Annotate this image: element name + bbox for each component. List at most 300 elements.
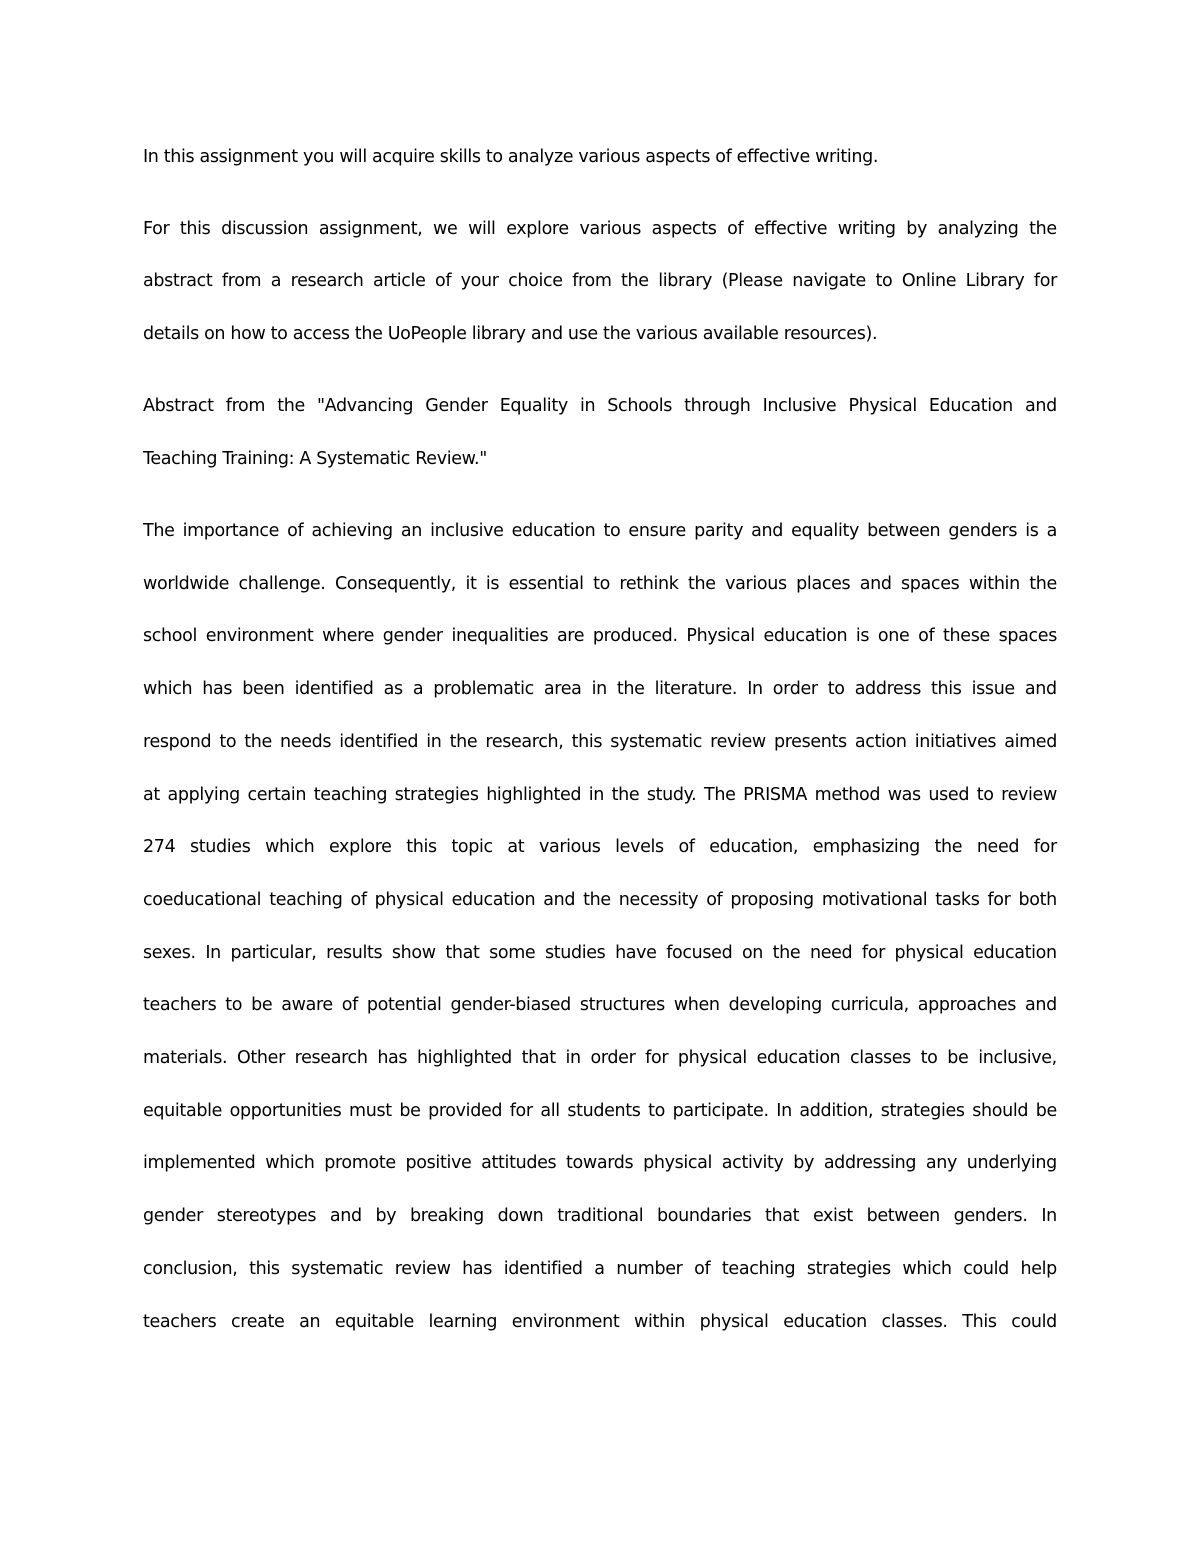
word: teaching [269, 890, 343, 910]
word: education [756, 1048, 841, 1068]
word: of [341, 995, 358, 1015]
abstract-line [143, 1307, 1057, 1337]
word: addition, [799, 1101, 874, 1121]
word: education, [709, 837, 799, 857]
word: that [521, 1048, 556, 1068]
word: studies [544, 943, 606, 963]
word: environment [511, 1312, 620, 1332]
word: for [861, 943, 885, 963]
word: from [225, 396, 266, 416]
word: exist [812, 1206, 853, 1226]
word: genders. [953, 1206, 1028, 1226]
abstract-line [143, 1096, 1057, 1126]
word: addressing [823, 1153, 917, 1173]
word: presents [773, 732, 847, 752]
word: ensure [628, 521, 686, 541]
word: order [590, 1048, 636, 1068]
word: the [244, 732, 272, 752]
word: highlighted [486, 785, 582, 805]
word: of [287, 521, 304, 541]
word: Education [928, 396, 1013, 416]
word: certain [247, 785, 307, 805]
word: and [1025, 995, 1057, 1015]
word: inclusive [430, 521, 504, 541]
word: inclusive, [978, 1048, 1057, 1068]
word: that [445, 943, 480, 963]
word: (Please [721, 271, 783, 291]
word: the [449, 732, 478, 752]
abstract-line [143, 1201, 1057, 1231]
word: issue [971, 679, 1015, 699]
word: the [1029, 219, 1057, 239]
word: Physical [848, 396, 917, 416]
word: conclusion, [143, 1259, 238, 1279]
word: identified [503, 1259, 583, 1279]
discussion-line [143, 266, 1057, 296]
word: will [468, 219, 496, 239]
word: systematic [610, 732, 703, 752]
word: assignment, [318, 219, 423, 239]
word: developing [728, 995, 822, 1015]
word: aimed [1004, 732, 1057, 752]
word: to [593, 574, 610, 594]
word: of [350, 890, 367, 910]
word: which [265, 837, 315, 857]
word: address [854, 679, 921, 699]
word: a [594, 1259, 605, 1279]
word: boundaries [656, 1206, 752, 1226]
word: it [465, 574, 477, 594]
word: research [290, 271, 364, 291]
word: study. [646, 785, 697, 805]
word: is [1025, 521, 1039, 541]
word: on [741, 943, 764, 963]
word: applying [167, 785, 240, 805]
word: number [616, 1259, 683, 1279]
word: education [451, 890, 536, 910]
word: provided [428, 1101, 503, 1121]
word: teachers [143, 995, 217, 1015]
word: identified [339, 732, 419, 752]
word: are [556, 626, 585, 646]
word: in [591, 679, 607, 699]
word: opportunities [229, 1101, 342, 1121]
word: is [485, 574, 500, 594]
word: could [963, 1259, 1009, 1279]
word: physical [894, 943, 964, 963]
word: stereotypes [216, 1206, 317, 1226]
word: review [1001, 785, 1057, 805]
word: for [645, 1048, 669, 1068]
abstract-line [143, 938, 1057, 968]
word: for [987, 890, 1011, 910]
word: to [920, 1048, 938, 1068]
word: between [866, 1206, 940, 1226]
word: initiatives [914, 732, 997, 752]
word: from [572, 271, 612, 291]
word: materials. [143, 1048, 228, 1068]
word: education [973, 943, 1057, 963]
word: The [143, 521, 175, 541]
word: where [322, 626, 375, 646]
word: explore [506, 219, 569, 239]
word: teaching [313, 785, 388, 805]
word: studies [189, 837, 251, 857]
word: a [412, 679, 424, 699]
word: In [205, 943, 221, 963]
word: all [540, 1101, 560, 1121]
word: achieving [311, 521, 393, 541]
word: help [1020, 1259, 1057, 1279]
word: genders [948, 521, 1018, 541]
word: spaces [901, 574, 960, 594]
word: area [543, 679, 582, 699]
word: PRISMA [743, 785, 808, 805]
abstract-line [143, 1254, 1057, 1284]
word: the [616, 679, 645, 699]
abstract-line [143, 569, 1057, 599]
word: has [377, 1048, 408, 1068]
word: aspects [651, 219, 717, 239]
word: must [349, 1101, 392, 1121]
word: the [934, 837, 963, 857]
word: and [751, 521, 784, 541]
word: in [426, 732, 442, 752]
word: Inclusive [762, 396, 837, 416]
word: Schools [607, 396, 673, 416]
word: Gender [425, 396, 488, 416]
abstract-line [143, 727, 1057, 757]
word: through [684, 396, 751, 416]
word: which [265, 1153, 315, 1173]
word: analyzing [937, 219, 1019, 239]
word: gender [143, 1206, 203, 1226]
word: this [179, 219, 211, 239]
word: as [383, 679, 403, 699]
word: which [902, 1259, 952, 1279]
word: education [763, 626, 848, 646]
word: needs [280, 732, 332, 752]
word: equitable [334, 1312, 414, 1332]
abstract-title-line [143, 391, 1057, 421]
word: an [299, 1312, 321, 1332]
word: education [511, 521, 596, 541]
word: In [747, 679, 763, 699]
word: physical [699, 1312, 769, 1332]
word: learning [428, 1312, 498, 1332]
word: has [462, 1259, 493, 1279]
word: Physical [686, 626, 755, 646]
word: the [772, 943, 801, 963]
word: been [242, 679, 285, 699]
word: within [968, 574, 1020, 594]
word: to [976, 785, 994, 805]
word: at [507, 837, 525, 857]
word: and [1025, 396, 1057, 416]
word: could [1011, 1312, 1057, 1332]
word: a [1046, 521, 1057, 541]
word: review [710, 732, 766, 752]
word: classes. [881, 1312, 948, 1332]
word: attitudes [481, 1153, 557, 1173]
word: library [658, 271, 713, 291]
word: tasks [935, 890, 980, 910]
word: research [294, 1048, 368, 1068]
word: teachers [143, 1312, 217, 1332]
word: of [694, 1259, 711, 1279]
word: one [877, 626, 910, 646]
word: was [887, 785, 921, 805]
word: your [460, 271, 499, 291]
word: topic [451, 837, 493, 857]
word: Abstract [143, 396, 214, 416]
word: of [706, 890, 723, 910]
word: positive [405, 1153, 472, 1173]
word: In [1041, 1206, 1057, 1226]
word: abstract [143, 271, 213, 291]
word: physical [677, 1048, 747, 1068]
word: within [634, 1312, 685, 1332]
word: the [688, 574, 716, 594]
word: explore [328, 837, 392, 857]
word: spaces [998, 626, 1057, 646]
word: to [648, 1101, 666, 1121]
word: of [918, 626, 935, 646]
word: rethink [619, 574, 679, 594]
word: curricula, [830, 995, 909, 1015]
word: writing [837, 219, 896, 239]
word: equitable [143, 1101, 223, 1121]
word: article [373, 271, 426, 291]
word: structures [579, 995, 665, 1015]
abstract-line [143, 1043, 1057, 1073]
word: be [947, 1048, 969, 1068]
word: 274 [143, 837, 176, 857]
word: inequalities [451, 626, 549, 646]
word: necessity [618, 890, 699, 910]
word: we [433, 219, 458, 239]
discussion-line: details on how to access the UoPeople library and use the various available resources). [143, 324, 878, 344]
word: used [928, 785, 970, 805]
word: the [621, 271, 649, 291]
word: by [793, 1153, 815, 1173]
word: For [143, 219, 170, 239]
word: Equality [499, 396, 568, 416]
word: order [772, 679, 818, 699]
word: potential [366, 995, 442, 1015]
word: the [277, 396, 305, 416]
discussion-line [143, 214, 1057, 244]
word: importance [182, 521, 280, 541]
word: for [1033, 271, 1057, 291]
word: these [943, 626, 990, 646]
word: in [579, 396, 596, 416]
word: and [543, 890, 576, 910]
word: method [814, 785, 881, 805]
word: need [976, 837, 1020, 857]
word: problematic [433, 679, 534, 699]
word: "Advancing [316, 396, 414, 416]
abstract-line [143, 832, 1057, 862]
word: this [249, 1259, 280, 1279]
word: promote [324, 1153, 396, 1173]
word: the [1029, 574, 1057, 594]
word: This [962, 1312, 997, 1332]
word: systematic [291, 1259, 384, 1279]
word: between [867, 521, 941, 541]
word: implemented [143, 1153, 256, 1173]
word: classes [850, 1048, 911, 1068]
word: education [783, 1312, 867, 1332]
word: down [497, 1206, 544, 1226]
word: of [435, 271, 452, 291]
word: by [906, 219, 928, 239]
word: produced. [592, 626, 678, 646]
word: create [231, 1312, 285, 1332]
word: some [489, 943, 536, 963]
word: equality [791, 521, 859, 541]
word: at [143, 785, 160, 805]
word: identified [294, 679, 374, 699]
word: various [579, 219, 642, 239]
word: has [202, 679, 233, 699]
word: results [326, 943, 383, 963]
abstract-line [143, 780, 1057, 810]
intro-paragraph: In this assignment you will acquire skills to analyze various aspects of effective writing. [143, 147, 879, 167]
word: various [725, 574, 787, 594]
word: the [583, 890, 611, 910]
word: literature. [654, 679, 738, 699]
word: be [399, 1101, 421, 1121]
word: show [391, 943, 436, 963]
word: this [931, 679, 962, 699]
word: need [809, 943, 853, 963]
word: research, [485, 732, 564, 752]
word: school [143, 626, 198, 646]
word: gender-biased [450, 995, 571, 1015]
abstract-line [143, 885, 1057, 915]
word: various [538, 837, 601, 857]
word: of [727, 219, 744, 239]
word: traditional [557, 1206, 644, 1226]
word: to [225, 995, 243, 1015]
word: in [588, 785, 605, 805]
word: an [400, 521, 422, 541]
word: of [678, 837, 695, 857]
word: is [855, 626, 870, 646]
word: underlying [966, 1153, 1057, 1173]
word: to [219, 732, 237, 752]
word: students [567, 1101, 641, 1121]
word: any [925, 1153, 958, 1173]
word: particular, [230, 943, 317, 963]
word: from [221, 271, 262, 291]
word: that [765, 1206, 800, 1226]
word: should [972, 1101, 1029, 1121]
word: coeducational [143, 890, 262, 910]
word: discussion [221, 219, 309, 239]
word: Consequently, [334, 574, 456, 594]
word: motivational [821, 890, 928, 910]
word: Other [236, 1048, 285, 1068]
word: strategies [806, 1259, 891, 1279]
word: action [854, 732, 907, 752]
abstract-line [143, 990, 1057, 1020]
word: parity [694, 521, 744, 541]
word: breaking [410, 1206, 484, 1226]
word: and [329, 1206, 362, 1226]
word: which [143, 679, 193, 699]
word: to [827, 679, 845, 699]
word: The [703, 785, 736, 805]
word: physical [374, 890, 444, 910]
word: participate. [672, 1101, 769, 1121]
word: Library [965, 271, 1025, 291]
word: be [1035, 1101, 1057, 1121]
word: effective [753, 219, 828, 239]
word: places [796, 574, 851, 594]
word: to [603, 521, 621, 541]
word: to [875, 271, 893, 291]
abstract-title-line: Teaching Training: A Systematic Review." [143, 449, 487, 469]
word: for [509, 1101, 533, 1121]
word: essential [508, 574, 584, 594]
abstract-line [143, 674, 1057, 704]
word: aware [281, 995, 333, 1015]
word: worldwide [143, 574, 230, 594]
word: have [615, 943, 657, 963]
word: a [270, 271, 282, 291]
word: in [565, 1048, 581, 1068]
word: choice [508, 271, 563, 291]
word: for [1033, 837, 1057, 857]
word: highlighted [416, 1048, 512, 1068]
word: and [859, 574, 892, 594]
word: challenge. [238, 574, 326, 594]
word: navigate [792, 271, 866, 291]
word: strategies [394, 785, 479, 805]
word: In [776, 1101, 792, 1121]
word: be [251, 995, 273, 1015]
word: strategies [880, 1101, 965, 1121]
word: the [611, 785, 640, 805]
word: by [375, 1206, 397, 1226]
word: approaches [917, 995, 1017, 1015]
abstract-line [143, 621, 1057, 651]
word: levels [615, 837, 664, 857]
abstract-line [143, 516, 1057, 546]
word: gender [382, 626, 443, 646]
word: when [673, 995, 720, 1015]
word: activity [721, 1153, 784, 1173]
word: and [1024, 679, 1057, 699]
word: emphasizing [812, 837, 920, 857]
word: towards [566, 1153, 634, 1173]
word: environment [205, 626, 314, 646]
word: teaching [721, 1259, 796, 1279]
word: focused [666, 943, 733, 963]
word: respond [143, 732, 212, 752]
word: Online [901, 271, 957, 291]
word: this [406, 837, 437, 857]
abstract-line [143, 1148, 1057, 1178]
word: proposing [730, 890, 814, 910]
word: review [394, 1259, 451, 1279]
word: physical [643, 1153, 713, 1173]
word: both [1018, 890, 1057, 910]
word: this [571, 732, 603, 752]
word: sexes. [143, 943, 196, 963]
